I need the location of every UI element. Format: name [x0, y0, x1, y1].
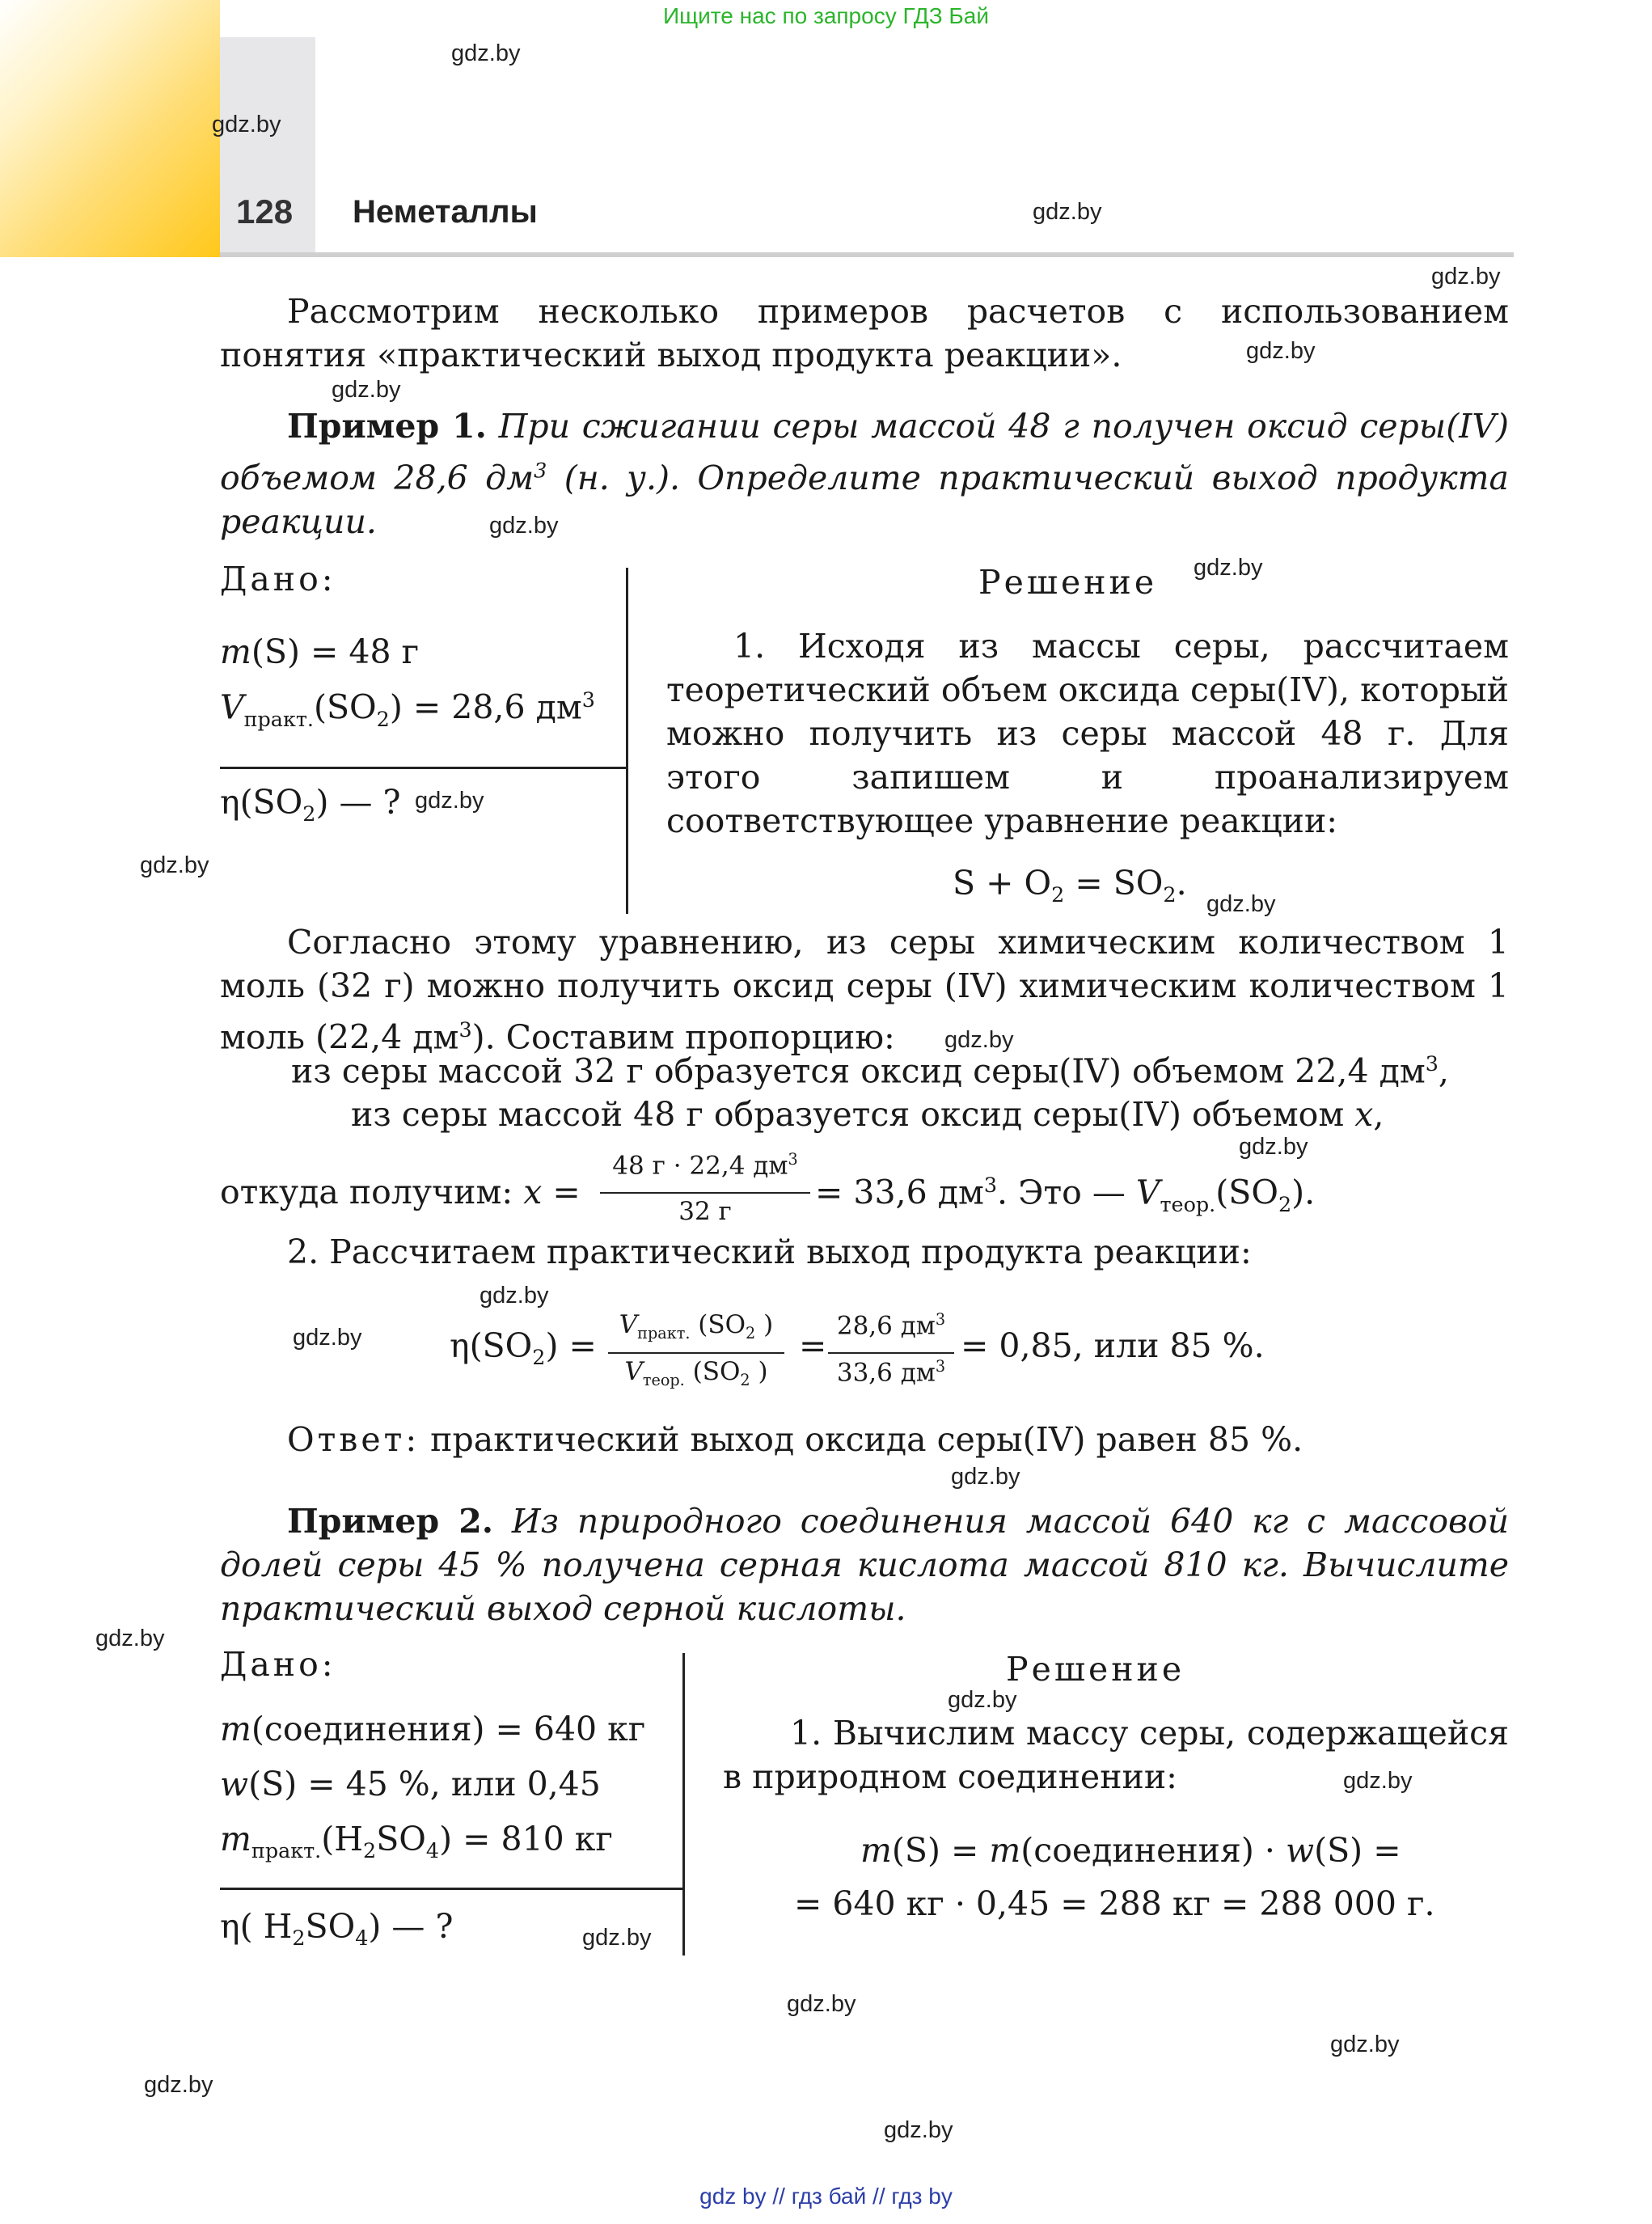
yield-equals: = — [799, 1326, 827, 1365]
watermark: gdz.by — [451, 40, 521, 66]
top-banner[interactable]: Ищите нас по запросу ГДЗ Бай — [662, 3, 990, 28]
solution2-formula-1: m(S) = m(соединения) · w(S) = — [860, 1831, 1401, 1870]
whence-label: откуда получим: x = — [220, 1173, 581, 1211]
answer-line: Ответ: практический выход оксида серы(IV) равен 85 %. — [287, 1420, 1303, 1459]
watermark: gdz.by — [95, 1626, 165, 1651]
given2-mass-fraction: w(S) = 45 %, или 0,45 — [220, 1765, 601, 1803]
watermark: gdz.by — [1194, 555, 1263, 581]
solution2-heading: Решение — [1006, 1650, 1185, 1689]
fraction-bar — [600, 1192, 810, 1194]
watermark: gdz.by — [1206, 891, 1276, 917]
watermark: gdz.by — [582, 1925, 652, 1951]
whence-result: = 33,6 $дм^3$. Это — $V_{теор.}(SO_2)$. — [815, 1173, 1316, 1216]
bottom-banner[interactable]: gdz by // гдз бай // гдз by — [699, 2184, 953, 2209]
solution2-step1: 1. Вычислим массу серы, содержащейся в природном соединении: — [723, 1714, 1509, 1796]
watermark: gdz.by — [951, 1464, 1020, 1490]
watermark: gdz.by — [1239, 1134, 1308, 1160]
given-volume-practical: $V_{практ.}(SO_2) = 28,6$ $дм^3$ — [220, 687, 595, 731]
example2-task: Пример 2. Из природного соединения массой 640 кг с массовой долей серы 45 % получена серная кислота массой 810 кг. Вычислите практический выход серной кислоты. — [220, 1502, 1509, 1628]
given2-mass-acid: $m_{практ.}(H_2SO_4) = 810$ кг — [220, 1820, 613, 1863]
given2-mass-compound: m(соединения) = 640 кг — [220, 1710, 646, 1748]
watermark: gdz.by — [140, 852, 209, 878]
section-title: Неметаллы — [353, 194, 538, 230]
accordance-paragraph: Согласно этому уравнению, из серы химическим количеством 1 моль (32 г) можно получить оксид серы (IV) химическим количеством 1 моль (22,4 $дм^3$). Составим пропорцию: — [220, 923, 1509, 1057]
watermark: gdz.by — [212, 112, 281, 137]
corner-gradient — [0, 0, 220, 257]
yield-fraction1-numerator: $V_{практ.}$ ($SO_2$ ) — [619, 1310, 774, 1343]
yield-fraction2-numerator: 28,6 $дм^3$ — [836, 1310, 946, 1341]
watermark: gdz.by — [1330, 2032, 1400, 2057]
reaction-equation: $S + O_2 = SO_2$. — [953, 864, 1187, 907]
yield-fraction1-bar — [608, 1352, 784, 1354]
given2-divider — [220, 1888, 684, 1890]
yield-fraction1-denominator: $V_{теор.}$ ($SO_2$ ) — [624, 1357, 768, 1390]
solution-step2: 2. Рассчитаем практический выход продукта реакции: — [287, 1233, 1252, 1271]
proportion-line-2: из серы массой 48 г образуется оксид серы(IV) объемом x, — [351, 1095, 1384, 1134]
given2-solution-separator — [682, 1653, 685, 1956]
watermark: gdz.by — [1033, 199, 1102, 225]
yield-result: = 0,85, или 85 %. — [961, 1326, 1265, 1365]
header-divider — [220, 252, 1514, 257]
watermark: gdz.by — [480, 1283, 549, 1309]
fraction-numerator: 48 г · 22,4 $дм^3$ — [612, 1150, 798, 1181]
solution-step1: 1. Исходя из массы серы, рассчитаем теоретический объем оксида серы(IV), который можно получить из серы массой 48 г. Для этого запишем и проанализируем соответствующее уравнение реакции: — [666, 627, 1509, 840]
page-number: 128 — [236, 192, 294, 230]
watermark: gdz.by — [787, 1991, 856, 2017]
given-heading: Дано: — [220, 560, 336, 598]
example1-task-text: При сжигании серы массой 48 г получен оксид серы(IV) объемом 28,6 $дм^3$ (н. у.). Определите практический выход продукта реакции. — [220, 407, 1509, 541]
find2-yield: η( $H_2SO_4$) — ? — [220, 1907, 454, 1951]
example2-label: Пример 2. — [287, 1502, 494, 1541]
example1-label: Пример 1. — [287, 407, 487, 446]
given-mass-sulfur: m(S) = 48 г — [220, 632, 420, 671]
yield-fraction2-bar — [828, 1352, 954, 1354]
given-divider — [220, 767, 627, 769]
watermark: gdz.by — [144, 2072, 213, 2098]
solution-heading: Решение — [978, 563, 1158, 602]
watermark: gdz.by — [1343, 1768, 1413, 1794]
given2-heading: Дано: — [220, 1645, 336, 1684]
example1-task — [220, 404, 1509, 543]
watermark: gdz.by — [944, 1027, 1014, 1053]
intro-paragraph: Рассмотрим несколько примеров расчетов с использованием понятия «практический выход продукта реакции». — [220, 292, 1509, 374]
watermark: gdz.by — [1431, 264, 1501, 290]
solution2-formula-2: = 640 кг · 0,45 = 288 кг = 288 000 г. — [794, 1884, 1435, 1923]
given-solution-separator — [626, 568, 628, 914]
watermark: gdz.by — [293, 1325, 362, 1351]
find-yield: $\eta(SO_2)$ — ? — [220, 783, 401, 827]
watermark: gdz.by — [1246, 338, 1316, 364]
yield-lhs: $\eta(SO_2)$ = — [450, 1326, 597, 1370]
watermark: gdz.by — [948, 1687, 1017, 1713]
fraction-denominator: 32 г — [678, 1197, 732, 1226]
proportion-line-1: из серы массой 32 г образуется оксид серы(IV) объемом 22,4 $дм^3$, — [291, 1051, 1449, 1091]
watermark: gdz.by — [489, 513, 559, 539]
watermark: gdz.by — [332, 377, 401, 403]
watermark: gdz.by — [884, 2117, 953, 2143]
watermark: gdz.by — [415, 788, 484, 814]
yield-fraction2-denominator: 33,6 $дм^3$ — [836, 1357, 946, 1388]
